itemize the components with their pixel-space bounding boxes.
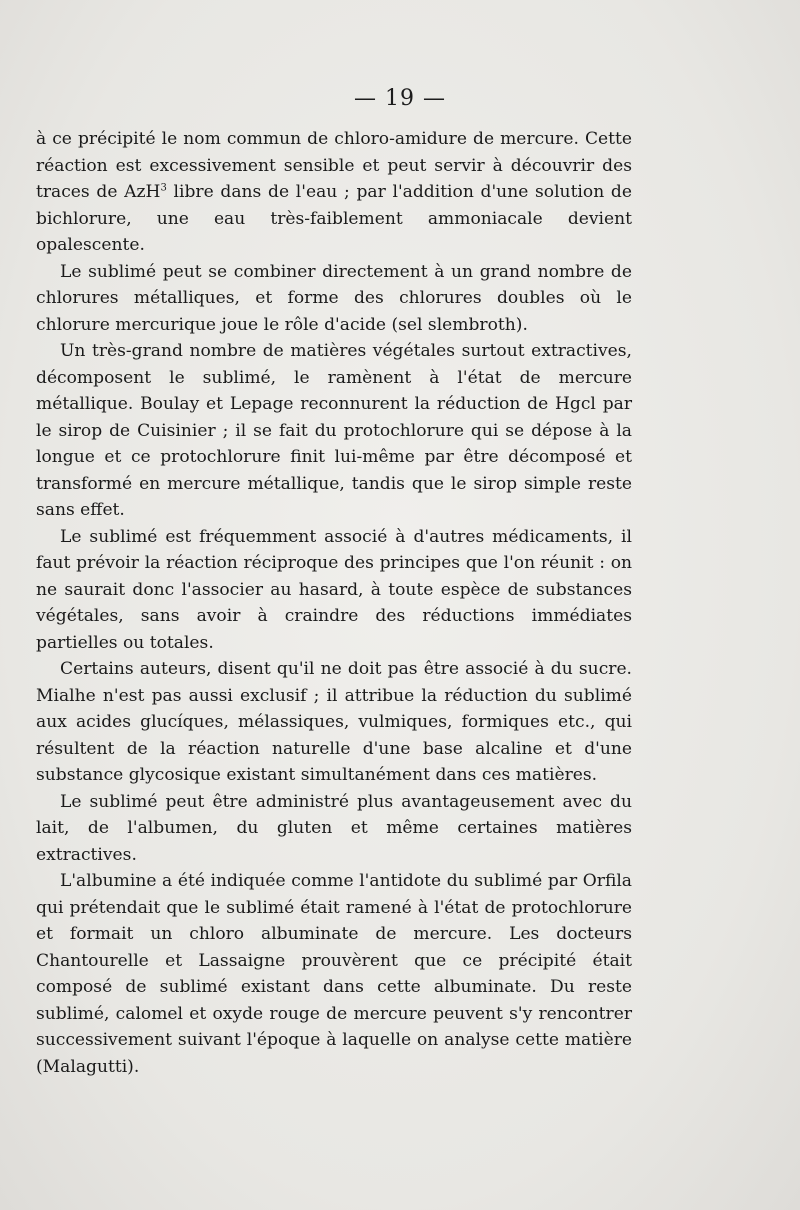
paragraph-4: Le sublimé est fréquemment associé à d'autres médicaments, il faut prévoir la réaction réciproque des principes que l'on réunit : on ne saurait donc l'associer au hasard, à toute espèce de substances végétales, sans avoir à craindre des réductions immédiates partielles ou totales. — [36, 526, 632, 653]
body-text — [36, 126, 632, 1080]
paragraph-7: L'albumine a été indiquée comme l'antidote du sublimé par Orfila qui prétendait que le sublimé était ramené à l'état de protochlorure et formait un chloro albuminate de mercure. Les docteurs Chantourelle et Lassaigne prouvèrent que ce précipité était composé de sublimé existant dans cette albuminate. Du reste sublimé, calomel et oxyde rouge de mercure peuvent s'y rencontrer successivement suivant l'époque à laquelle on analyse cette matière (Malagutti). — [36, 871, 632, 1077]
paragraph-6: Le sublimé peut être administré plus avantageusement avec du lait, de l'albumen, du gluten et même certaines matières extractives. — [36, 791, 632, 865]
paragraph-3: Un très-grand nombre de matières végétales surtout extractives, décomposent le sublimé, le ramènent à l'état de mercure métallique. Boulay et Lepage reconnurent la réduction de Hgcl par le sirop de Cuisinier ; il se fait du protochlorure qui se dépose à la longue et ce protochlorure finit lui-même par être décomposé et transformé en mercure métallique, tandis que le sirop simple reste sans effet. — [36, 341, 632, 520]
paragraph-2: Le sublimé peut se combiner directement à un grand nombre de chlorures métalliques, et forme des chlorures doubles où le chlorure mercurique joue le rôle d'acide (sel slembroth). — [36, 261, 632, 335]
paragraph-1-text-b: libre dans de l'eau ; par l'addition d'une solution de bichlorure, une eau très-faiblement ammoniacale devient opalescente. — [36, 182, 632, 255]
superscript-3: 3 — [160, 182, 167, 194]
page-number: — 19 — — [354, 86, 446, 111]
paragraph-1 — [36, 126, 632, 259]
paragraph-5: Certains auteurs, disent qu'il ne doit pas être associé à du sucre. Mialhe n'est pas aussi exclusif ; il attribue la réduction du sublimé aux acides glucíques, mélassiques, vulmiques, formiques etc., qui résultent de la réaction naturelle d'une base alcaline et d'une substance glycosique existant simultanément dans ces matières. — [36, 659, 632, 785]
paragraph-1-text-a: à ce précipité le nom commun de chloro-amidure de mercure. Cette réaction est excessivement sensible et peut servir à découvrir des traces de AzH — [36, 129, 632, 202]
